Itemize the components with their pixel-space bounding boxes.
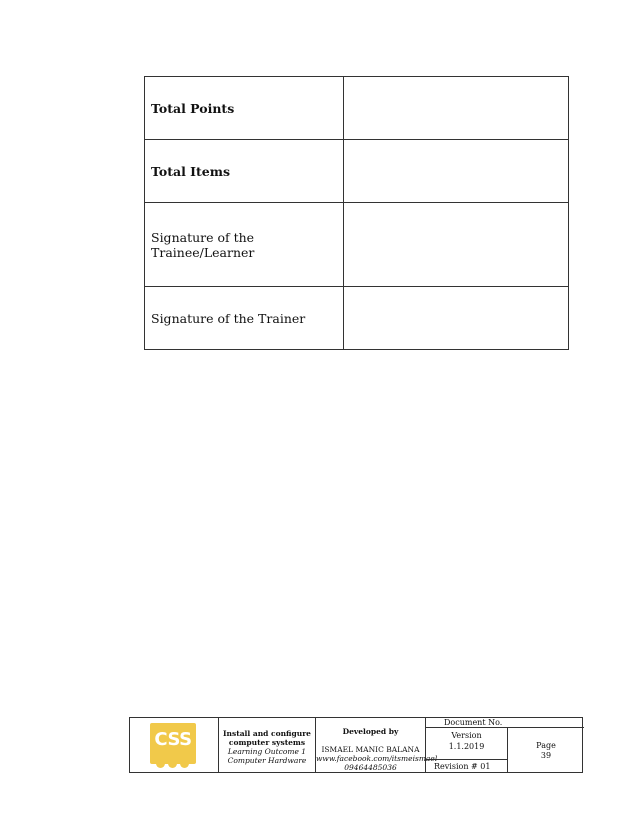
page-label: Page — [536, 741, 556, 750]
page-block — [508, 728, 584, 773]
trainee-signature-field[interactable] — [344, 203, 569, 287]
version-label: Version — [451, 731, 482, 740]
logo-bumps-icon — [152, 760, 194, 768]
assessment-summary-table — [144, 76, 569, 350]
trainee-signature-label-line-1: Signature of the — [151, 229, 255, 245]
trainee-signature-label-line-2: Trainee/Learner — [151, 244, 255, 260]
developer-name: ISMAEL MANIC BALANA — [321, 745, 420, 754]
total-points-value[interactable] — [344, 77, 569, 140]
trainer-signature-row — [145, 287, 569, 350]
version-value: 1.1.2019 — [448, 742, 485, 751]
page-number: 39 — [540, 751, 552, 760]
trainee-signature-row — [145, 203, 569, 287]
version-block — [426, 728, 508, 760]
footer-developer-cell — [316, 718, 438, 772]
total-items-row — [145, 140, 569, 203]
trainer-signature-field[interactable] — [344, 287, 569, 350]
css-logo — [150, 723, 196, 764]
total-points-label: Total Points — [145, 77, 344, 140]
total-items-value[interactable] — [344, 140, 569, 203]
module-title-line-1: Install and configure — [223, 729, 311, 738]
module-title-line-2: computer systems — [228, 738, 306, 747]
footer-document-cell — [426, 718, 584, 772]
footer-module-cell — [219, 718, 316, 772]
total-points-row — [145, 77, 569, 140]
trainer-signature-label: Signature of the Trainer — [145, 287, 344, 350]
css-logo-text: CSS — [154, 729, 192, 750]
document-footer — [129, 717, 583, 773]
footer-logo-cell — [130, 718, 219, 772]
module-subject: Computer Hardware — [227, 756, 307, 765]
developer-website: www.facebook.com/itsmeismael — [316, 754, 438, 763]
trainee-signature-label — [145, 203, 344, 287]
total-items-label: Total Items — [145, 140, 344, 203]
document-number-label: Document No. — [426, 718, 584, 728]
developer-heading: Developed by — [342, 727, 399, 736]
developer-phone: 09464485036 — [344, 763, 397, 772]
module-outcome: Learning Outcome 1 — [227, 747, 307, 756]
revision-number: Revision # 01 — [426, 760, 508, 773]
